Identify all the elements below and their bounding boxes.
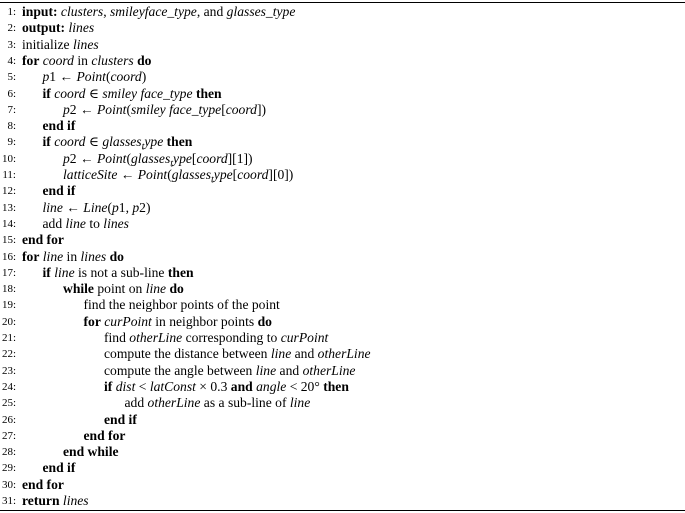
algorithm-line bbox=[0, 20, 685, 36]
line-number: 8: bbox=[7, 120, 16, 133]
code-text: and bbox=[276, 362, 303, 378]
code-text: ← bbox=[117, 167, 138, 182]
variable: glasses_type bbox=[226, 4, 296, 19]
subscript: t bbox=[170, 158, 174, 170]
keyword: if bbox=[42, 264, 51, 280]
line-code bbox=[43, 86, 222, 102]
line-number: 19: bbox=[1, 299, 16, 312]
line-number: 18: bbox=[1, 283, 16, 296]
code-text: in neighbor points bbox=[151, 313, 258, 329]
code-text: in bbox=[73, 52, 92, 68]
variable: ype bbox=[144, 134, 164, 150]
keyword: if bbox=[104, 378, 113, 394]
variable: line bbox=[42, 199, 63, 215]
keyword: end if bbox=[42, 118, 76, 134]
keyword: end if bbox=[104, 411, 137, 427]
variable: line bbox=[65, 215, 86, 231]
variable: smiley face_type bbox=[102, 85, 193, 101]
variable: smiley face_type bbox=[130, 101, 222, 117]
line-number: 4: bbox=[7, 54, 16, 67]
code-text: ( bbox=[126, 101, 131, 117]
line-number: 10: bbox=[1, 152, 16, 165]
variable: latticeSite bbox=[63, 167, 118, 182]
code-text: < 20° bbox=[286, 378, 324, 394]
line-number: 1: bbox=[7, 6, 16, 18]
line-code bbox=[104, 363, 355, 379]
line-code bbox=[43, 265, 194, 281]
keyword: for bbox=[22, 52, 40, 68]
keyword: do bbox=[257, 313, 272, 329]
keyword: end if bbox=[42, 183, 76, 199]
line-code bbox=[43, 460, 76, 476]
code-text: [ bbox=[221, 101, 226, 117]
variable: clusters bbox=[60, 4, 104, 19]
variable: otherLine bbox=[147, 395, 201, 411]
code-text: ]) bbox=[256, 101, 266, 117]
algorithm-line bbox=[0, 444, 685, 460]
algorithm-line bbox=[0, 493, 685, 509]
keyword: input: bbox=[22, 4, 58, 19]
line-number: 24: bbox=[1, 380, 16, 393]
line-number: 17: bbox=[1, 266, 16, 279]
code-text: ( bbox=[107, 199, 112, 215]
algorithm-line bbox=[0, 395, 685, 411]
variable: p bbox=[63, 150, 70, 166]
line-number: 12: bbox=[1, 185, 16, 198]
line-number: 20: bbox=[1, 315, 16, 328]
code-text: ( bbox=[167, 167, 172, 182]
algorithm-line bbox=[0, 379, 685, 395]
variable: coord bbox=[54, 85, 86, 101]
algorithm-line bbox=[0, 297, 685, 313]
keyword: end for bbox=[83, 427, 126, 443]
line-code bbox=[22, 37, 99, 53]
algorithm-line bbox=[0, 363, 685, 379]
algorithm-line bbox=[0, 330, 685, 346]
algorithm-line bbox=[0, 216, 685, 232]
line-number: 27: bbox=[1, 429, 16, 442]
line-number: 28: bbox=[1, 446, 16, 459]
algorithm-line bbox=[0, 118, 685, 134]
variable: Point bbox=[137, 167, 168, 182]
keyword: end for bbox=[22, 232, 64, 248]
variable: otherLine bbox=[317, 346, 371, 362]
code-text: point on bbox=[93, 281, 146, 297]
line-number: 29: bbox=[1, 462, 16, 475]
algorithm-line bbox=[0, 69, 685, 85]
line-code bbox=[84, 314, 272, 330]
code-text: ( bbox=[126, 150, 131, 166]
algorithm-line bbox=[0, 460, 685, 476]
variable: line bbox=[289, 395, 311, 411]
line-code bbox=[125, 395, 311, 411]
variable: p bbox=[42, 69, 50, 85]
subscript: t bbox=[211, 174, 214, 186]
code-text: ][0]) bbox=[268, 167, 294, 182]
variable: p bbox=[63, 101, 70, 117]
code-text: initialize bbox=[22, 36, 73, 52]
variable: p bbox=[132, 199, 140, 215]
algorithm-line bbox=[0, 428, 685, 444]
variable: lines bbox=[72, 36, 99, 52]
algorithm-line bbox=[0, 102, 685, 118]
variable: p bbox=[111, 199, 119, 215]
algorithm-line bbox=[0, 183, 685, 199]
line-number: 6: bbox=[7, 87, 16, 100]
variable: Line bbox=[83, 199, 108, 215]
line-code bbox=[22, 4, 295, 20]
line-number: 22: bbox=[1, 348, 16, 361]
line-code bbox=[43, 183, 76, 199]
variable: Point bbox=[96, 150, 127, 166]
algorithm-line bbox=[0, 4, 685, 20]
algorithm-line bbox=[0, 53, 685, 69]
variable: coord bbox=[54, 134, 86, 150]
line-number: 26: bbox=[1, 413, 16, 426]
algorithm-line bbox=[0, 134, 685, 154]
code-text: find bbox=[104, 330, 130, 345]
line-code bbox=[43, 69, 147, 85]
code-text: ∈ bbox=[85, 85, 103, 101]
keyword: do bbox=[169, 281, 184, 297]
variable: angle bbox=[256, 378, 287, 394]
code-text: ∈ bbox=[85, 134, 103, 150]
line-code bbox=[22, 232, 64, 248]
variable: curPoint bbox=[280, 330, 329, 345]
line-number: 15: bbox=[1, 234, 16, 247]
code-text: and bbox=[291, 346, 318, 362]
variable: lines bbox=[80, 248, 107, 264]
algorithm-line bbox=[0, 200, 685, 216]
variable: lines bbox=[68, 20, 95, 36]
keyword: then bbox=[323, 378, 349, 394]
line-code bbox=[84, 428, 126, 444]
code-text: [ bbox=[191, 150, 197, 166]
variable: coord bbox=[237, 167, 269, 182]
code-text: find the neighbor points of the point bbox=[83, 297, 280, 313]
code-text: 1 ← bbox=[49, 69, 77, 85]
code-text: is not a sub-line bbox=[74, 264, 168, 280]
code-text: in bbox=[63, 248, 81, 264]
line-code bbox=[22, 20, 94, 36]
keyword: then bbox=[195, 85, 222, 101]
keyword: output: bbox=[22, 20, 66, 36]
line-code bbox=[43, 216, 129, 232]
code-text: 2) bbox=[139, 199, 151, 215]
variable: otherLine bbox=[129, 330, 183, 345]
line-code bbox=[104, 330, 328, 346]
variable: line bbox=[270, 346, 292, 362]
line-code bbox=[22, 53, 151, 69]
line-code bbox=[104, 412, 137, 428]
variable: line bbox=[42, 248, 64, 264]
variable: clusters bbox=[91, 52, 134, 68]
line-number: 16: bbox=[1, 250, 16, 263]
keyword: for bbox=[83, 313, 101, 329]
variable: coord bbox=[196, 150, 228, 166]
keyword: and bbox=[230, 378, 253, 394]
line-number: 3: bbox=[7, 38, 16, 51]
variable: Point bbox=[76, 69, 106, 85]
keyword: if bbox=[42, 134, 51, 150]
variable: glasses bbox=[102, 134, 142, 150]
code-text: 2 ← bbox=[69, 101, 97, 117]
keyword: while bbox=[63, 281, 94, 297]
code-text: ← bbox=[62, 199, 84, 215]
variable: curPoint bbox=[104, 313, 152, 329]
line-code bbox=[104, 346, 371, 362]
variable: lines bbox=[103, 215, 129, 231]
keyword: do bbox=[137, 52, 152, 68]
algorithm-line bbox=[0, 167, 685, 186]
code-text: corresponding to bbox=[182, 330, 281, 345]
code-text: ][1]) bbox=[227, 150, 253, 166]
line-number: 13: bbox=[1, 201, 16, 214]
variable: glasses bbox=[171, 167, 212, 182]
code-text: 2 ← bbox=[69, 150, 97, 166]
variable: Point bbox=[96, 101, 127, 117]
variable: ype bbox=[213, 167, 233, 182]
variable: coord bbox=[110, 69, 142, 85]
line-code bbox=[22, 249, 124, 265]
keyword: end while bbox=[63, 444, 119, 460]
code-text: as a sub-line of bbox=[200, 395, 290, 411]
line-code bbox=[63, 444, 119, 460]
algorithm-line bbox=[0, 150, 685, 170]
line-number: 23: bbox=[1, 364, 16, 377]
line-number: 9: bbox=[7, 136, 16, 149]
code-text: add bbox=[42, 215, 66, 231]
keyword: return bbox=[22, 493, 60, 508]
algorithm-line bbox=[0, 37, 685, 53]
variable: line bbox=[54, 264, 75, 280]
code-text: compute the angle between bbox=[104, 362, 256, 378]
code-text: ) bbox=[141, 69, 147, 85]
line-code bbox=[84, 297, 280, 313]
bottom-rule bbox=[0, 510, 685, 511]
algorithm-line bbox=[0, 86, 685, 102]
line-number: 5: bbox=[7, 71, 16, 84]
line-number: 7: bbox=[7, 103, 16, 116]
algorithm-line bbox=[0, 477, 685, 493]
line-code bbox=[43, 118, 76, 134]
keyword: end if bbox=[42, 460, 76, 476]
line-number: 31: bbox=[1, 495, 16, 507]
line-number: 2: bbox=[7, 22, 16, 35]
variable: lines bbox=[62, 493, 89, 508]
line-code bbox=[63, 102, 266, 118]
line-code bbox=[63, 281, 184, 297]
code-text: , bbox=[103, 4, 111, 19]
code-text: ( bbox=[105, 69, 111, 85]
algorithm-line bbox=[0, 346, 685, 362]
variable: glasses bbox=[130, 150, 171, 166]
top-rule bbox=[0, 2, 685, 3]
line-code bbox=[104, 379, 349, 395]
code-text: [ bbox=[232, 167, 238, 182]
keyword: then bbox=[166, 134, 193, 150]
variable: ype bbox=[173, 150, 192, 166]
keyword: then bbox=[167, 264, 194, 280]
line-number: 14: bbox=[1, 217, 16, 230]
code-text: add bbox=[124, 395, 148, 411]
variable: coord bbox=[225, 101, 257, 117]
algorithm-line bbox=[0, 265, 685, 281]
line-number: 30: bbox=[1, 478, 16, 491]
code-text: , and bbox=[196, 4, 227, 19]
algorithm-line bbox=[0, 314, 685, 330]
algorithm-line bbox=[0, 281, 685, 297]
variable: smileyface_type bbox=[110, 4, 197, 19]
keyword: for bbox=[22, 248, 40, 264]
line-number: 25: bbox=[1, 397, 16, 410]
keyword: if bbox=[42, 85, 51, 101]
code-text: to bbox=[85, 215, 104, 231]
code-text: × 0.3 bbox=[195, 378, 231, 394]
variable: line bbox=[145, 281, 167, 297]
variable: line bbox=[255, 362, 277, 378]
variable: latConst bbox=[149, 378, 196, 394]
line-number: 11: bbox=[2, 169, 16, 181]
line-code bbox=[43, 200, 151, 216]
line-code bbox=[22, 493, 89, 509]
code-text: 1, bbox=[118, 199, 133, 215]
algorithm-line bbox=[0, 412, 685, 428]
line-code bbox=[22, 477, 64, 493]
variable: otherLine bbox=[302, 362, 356, 378]
line-number: 21: bbox=[1, 332, 16, 344]
subscript: t bbox=[141, 142, 145, 154]
variable: dist bbox=[115, 378, 136, 394]
algorithm-line bbox=[0, 232, 685, 248]
algorithm-line bbox=[0, 249, 685, 265]
keyword: end for bbox=[22, 476, 64, 492]
keyword: do bbox=[109, 248, 124, 264]
code-text: < bbox=[135, 378, 150, 394]
variable: coord bbox=[42, 52, 74, 68]
code-text: compute the distance between bbox=[104, 346, 271, 362]
